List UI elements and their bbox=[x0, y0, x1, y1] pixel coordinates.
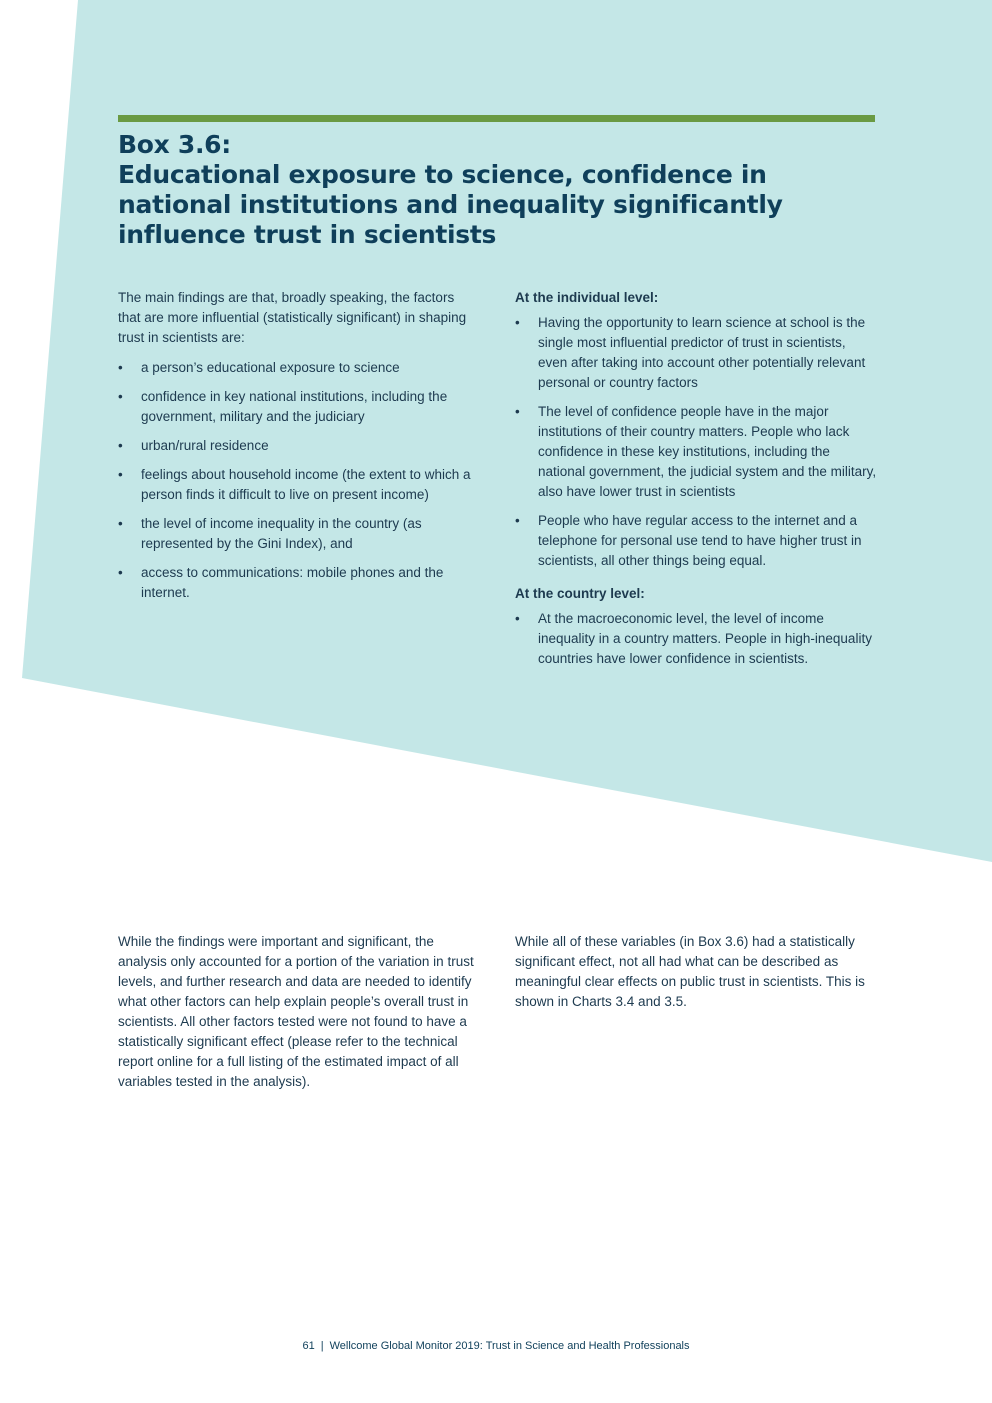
list-item-text: access to communications: mobile phones and the internet. bbox=[141, 565, 444, 600]
bullet-icon: • bbox=[515, 611, 520, 626]
list-item-text: a person’s educational exposure to science bbox=[141, 360, 400, 375]
country-level-list bbox=[515, 609, 877, 669]
box-title-line: influence trust in scientists bbox=[118, 220, 497, 249]
publication-title: Wellcome Global Monitor 2019: Trust in Science and Health Professionals bbox=[329, 1340, 690, 1352]
body-left-paragraph bbox=[118, 932, 480, 1092]
box-title bbox=[118, 130, 838, 250]
list-item-text: Having the opportunity to learn science at school is the single most influential predictor of trust in scientists, even after taking into account other potentially relevant personal or country factors bbox=[538, 315, 866, 390]
bullet-icon: • bbox=[118, 565, 123, 580]
bullet-icon: • bbox=[515, 315, 520, 330]
factors-list bbox=[118, 358, 478, 603]
bullet-icon: • bbox=[118, 467, 123, 482]
list-item-text: feelings about household income (the extent to which a person finds it difficult to live on present income) bbox=[141, 467, 471, 502]
individual-level-list bbox=[515, 313, 877, 571]
box-left-column bbox=[118, 288, 478, 612]
bullet-icon: • bbox=[118, 516, 123, 531]
bullet-icon: • bbox=[118, 389, 123, 404]
list-item bbox=[515, 313, 877, 393]
page-number: 61 bbox=[302, 1340, 315, 1352]
list-item-text: The level of confidence people have in the major institutions of their country matters. People who lack confidence in these key institutions, including the national government, the judicial system and the military, also have lower trust in scientists bbox=[538, 404, 877, 499]
list-item bbox=[118, 514, 478, 554]
footer-separator: | bbox=[320, 1340, 324, 1352]
list-item bbox=[515, 511, 877, 571]
list-item-text: At the macroeconomic level, the level of income inequality in a country matters. People in high-inequality countries have lower confidence in scientists. bbox=[538, 611, 872, 666]
box-title-line: national institutions and inequality significantly bbox=[118, 190, 783, 219]
list-item-text: urban/rural residence bbox=[141, 438, 269, 453]
bullet-icon: • bbox=[515, 513, 520, 528]
individual-level-heading: At the individual level: bbox=[515, 290, 659, 305]
list-item bbox=[118, 358, 478, 378]
list-item bbox=[118, 387, 478, 427]
box-right-column bbox=[515, 288, 877, 678]
bullet-icon: • bbox=[118, 360, 123, 375]
box-title-rule bbox=[118, 115, 875, 122]
list-item-text: People who have regular access to the internet and a telephone for personal use tend to have higher trust in scientists, all other things being equal. bbox=[538, 513, 862, 568]
bullet-icon: • bbox=[118, 438, 123, 453]
body-right-paragraph bbox=[515, 932, 877, 1012]
page-footer bbox=[0, 1338, 992, 1354]
list-item bbox=[118, 436, 478, 456]
box-intro: The main findings are that, broadly speaking, the factors that are more influential (statistically significant) in shaping trust in scientists are: bbox=[118, 290, 467, 345]
country-level-heading: At the country level: bbox=[515, 586, 645, 601]
list-item-text: confidence in key national institutions, including the government, military and the judiciary bbox=[141, 389, 448, 424]
list-item bbox=[515, 402, 877, 502]
box-label: Box 3.6: bbox=[118, 130, 231, 159]
bullet-icon: • bbox=[515, 404, 520, 419]
box-title-line: Educational exposure to science, confidence in bbox=[118, 160, 767, 189]
body-text: While all of these variables (in Box 3.6) had a statistically significant effect, not all had what can be described as meaningful clear effects on public trust in scientists. This is shown in Charts 3.4 and 3.5. bbox=[515, 934, 865, 1009]
list-item bbox=[515, 609, 877, 669]
list-item-text: the level of income inequality in the country (as represented by the Gini Index), and bbox=[141, 516, 422, 551]
body-text: While the findings were important and significant, the analysis only accounted for a portion of the variation in trust levels, and further research and data are needed to identify what other factors can help explain people’s overall trust in scientists. All other factors tested were not found to have a statistically significant effect (please refer to the technical report online for a full listing of the estimated impact of all variables tested in the analysis). bbox=[118, 934, 474, 1089]
list-item bbox=[118, 563, 478, 603]
list-item bbox=[118, 465, 478, 505]
